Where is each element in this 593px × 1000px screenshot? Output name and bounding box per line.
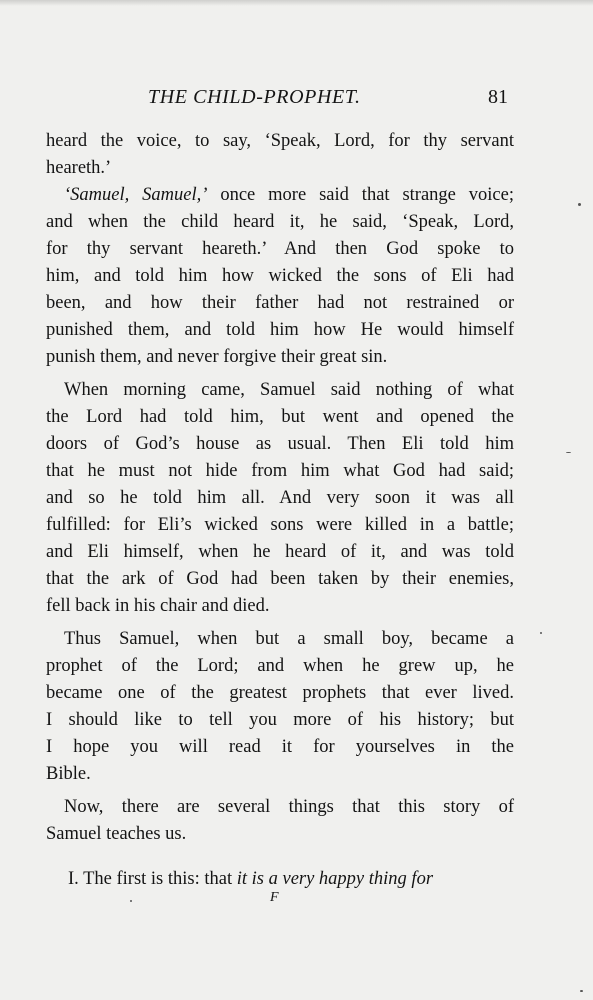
- text-line: Now, there are several things that this story of: [64, 797, 514, 817]
- paragraph: [46, 377, 514, 620]
- text-line: been, and how their father had not restrained or: [46, 293, 514, 313]
- text-line: him, and told him how wicked the sons of Eli had: [46, 266, 514, 286]
- section-heading-line: [46, 866, 514, 893]
- text-line: Samuel teaches us.: [46, 824, 187, 844]
- text-line: punish them, and never forgive their great sin.: [46, 347, 388, 367]
- text-line: fulfilled: for Eli’s wicked sons were killed in a battle;: [46, 515, 514, 535]
- text-line: for thy servant heareth.’ And then God spoke to: [46, 239, 514, 259]
- section-number: I.: [68, 869, 79, 889]
- signature-mark: F: [270, 890, 279, 905]
- text-line: Bible.: [46, 764, 91, 784]
- paragraph: [46, 794, 514, 848]
- running-title: THE CHILD-PROPHET.: [148, 86, 361, 108]
- text-line-italic-lead: ‘Samuel, Samuel,’ once more said that strange voice;: [64, 185, 514, 205]
- text-line: I hope you will read it for yourselves in the: [46, 737, 514, 757]
- text-line: heareth.’: [46, 158, 112, 178]
- text-line: heard the voice, to say, ‘Speak, Lord, for thy servant: [46, 131, 514, 151]
- page-top-edge: [0, 0, 593, 6]
- text-line: punished them, and told him how He would himself: [46, 320, 514, 340]
- text-line: that the ark of God had been taken by their enemies,: [46, 569, 514, 589]
- page-header: [0, 86, 593, 114]
- text-line: When morning came, Samuel said nothing of what: [64, 380, 514, 400]
- text-line: became one of the greatest prophets that ever lived.: [46, 683, 514, 703]
- body-text: [46, 128, 514, 848]
- paragraph: [46, 128, 514, 182]
- text-line: Thus Samuel, when but a small boy, became a: [64, 629, 514, 649]
- text-line: fell back in his chair and died.: [46, 596, 270, 616]
- paragraph: [46, 626, 514, 788]
- section-italic-text: it is a very happy thing for: [236, 869, 434, 889]
- text-line: doors of God’s house as usual. Then Eli told him: [46, 434, 514, 454]
- text-line: I should like to tell you more of his history; but: [46, 710, 514, 730]
- text-line: prophet of the Lord; and when he grew up, he: [46, 656, 514, 676]
- text-line: and when the child heard it, he said, ‘Speak, Lord,: [46, 212, 514, 232]
- paragraph: [46, 182, 514, 371]
- text-line: that he must not hide from him what God had said;: [46, 461, 514, 481]
- text-line: the Lord had told him, but went and opened the: [46, 407, 514, 427]
- text-line: and Eli himself, when he heard of it, and was told: [46, 542, 514, 562]
- section-text: The first is this: that: [83, 869, 233, 889]
- page-number: 81: [488, 86, 508, 108]
- text-line: and so he told him all. And very soon it was all: [46, 488, 514, 508]
